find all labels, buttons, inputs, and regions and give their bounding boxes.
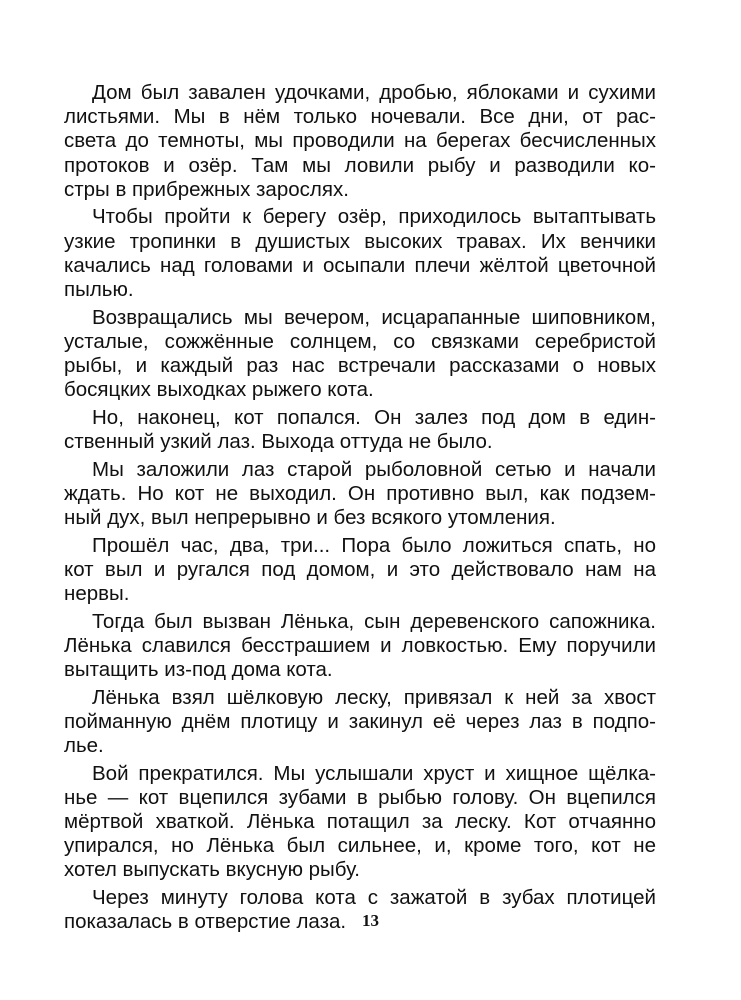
text-line: листьями. Мы в нём только ночевали. Все дни, от рас- [64,105,656,129]
text-line: нье — кот вцепился зубами в рыбью голову. Он вцепился [64,785,656,809]
text-line: пылью. [64,278,134,302]
paragraph [64,534,656,607]
paragraph [64,458,656,531]
paragraph [64,406,656,454]
text-line: рыбы, и каждый раз нас встречали рассказами о новых [64,354,656,378]
text-line: Мы заложили лаз старой рыболовной сетью и начали [92,457,656,481]
text-line: ждать. Но кот не выходил. Он противно выл, как подзем- [64,481,656,505]
text-line: нервы. [64,582,130,606]
text-line: ный дух, выл непрерывно и без всякого утомления. [64,506,556,530]
text-line: Вой прекратился. Мы услышали хруст и хищное щёлка- [92,761,656,785]
text-line: усталые, сожжённые солнцем, со связками серебристой [64,329,656,353]
text-line: узкие тропинки в душистых высоких травах. Их венчики [64,229,656,253]
text-line: вытащить из-под дома кота. [64,658,333,682]
paragraph [64,205,656,302]
text-line: Лёнька славился бесстрашием и ловкостью. Ему поручили [64,633,656,657]
text-line: Чтобы пройти к берегу озёр, приходилось вытаптывать [92,205,656,229]
text-line: хотел выпускать вкусную рыбу. [64,858,360,882]
text-line: ственный узкий лаз. Выхода оттуда не было. [64,430,493,454]
text-line: Тогда был вызван Лёнька, сын деревенского сапожника. [92,609,656,633]
text-line: Дом был завален удочками, дробью, яблоками и сухими [92,81,656,104]
text-line: Лёнька взял шёлковую леску, привязал к ней за хвост [92,685,656,709]
paragraph [64,306,656,403]
text-line: Через минуту голова кота с зажатой в зубах плотицей [92,886,656,910]
text-line: кот выл и ругался под домом, и это действовало нам на [64,557,656,581]
paragraph [64,81,656,202]
text-line: света до темноты, мы проводили на берегах бесчисленных [64,129,656,153]
text-line: босяцких выходках рыжего кота. [64,378,374,402]
text-line: упирался, но Лёнька был сильнее, и, кроме того, кот не [64,834,656,858]
text-line: Возвращались мы вечером, исцарапанные шиповником, [92,305,656,329]
body-text [64,81,656,938]
text-line: лье. [64,734,104,758]
text-line: пойманную днём плотицу и закинул её через лаз в подпо- [64,709,656,733]
text-line: мёртвой хваткой. Лёнька потащил за леску. Кот отчаянно [64,810,656,834]
page-number: 13 [362,911,379,930]
text-line: стры в прибрежных зарослях. [64,177,349,201]
paragraph [64,686,656,759]
paragraph [64,610,656,683]
text-line: Прошёл час, два, три... Пора было ложиться спать, но [92,533,656,557]
text-line: качались над головами и осыпали плечи жёлтой цветочной [64,253,656,277]
text-line: протоков и озёр. Там мы ловили рыбу и разводили ко- [64,153,656,177]
text-line: Но, наконец, кот попался. Он залез под дом в един- [92,405,656,429]
paragraph [64,762,656,883]
text-line: показалась в отверстие лаза. [64,910,347,934]
